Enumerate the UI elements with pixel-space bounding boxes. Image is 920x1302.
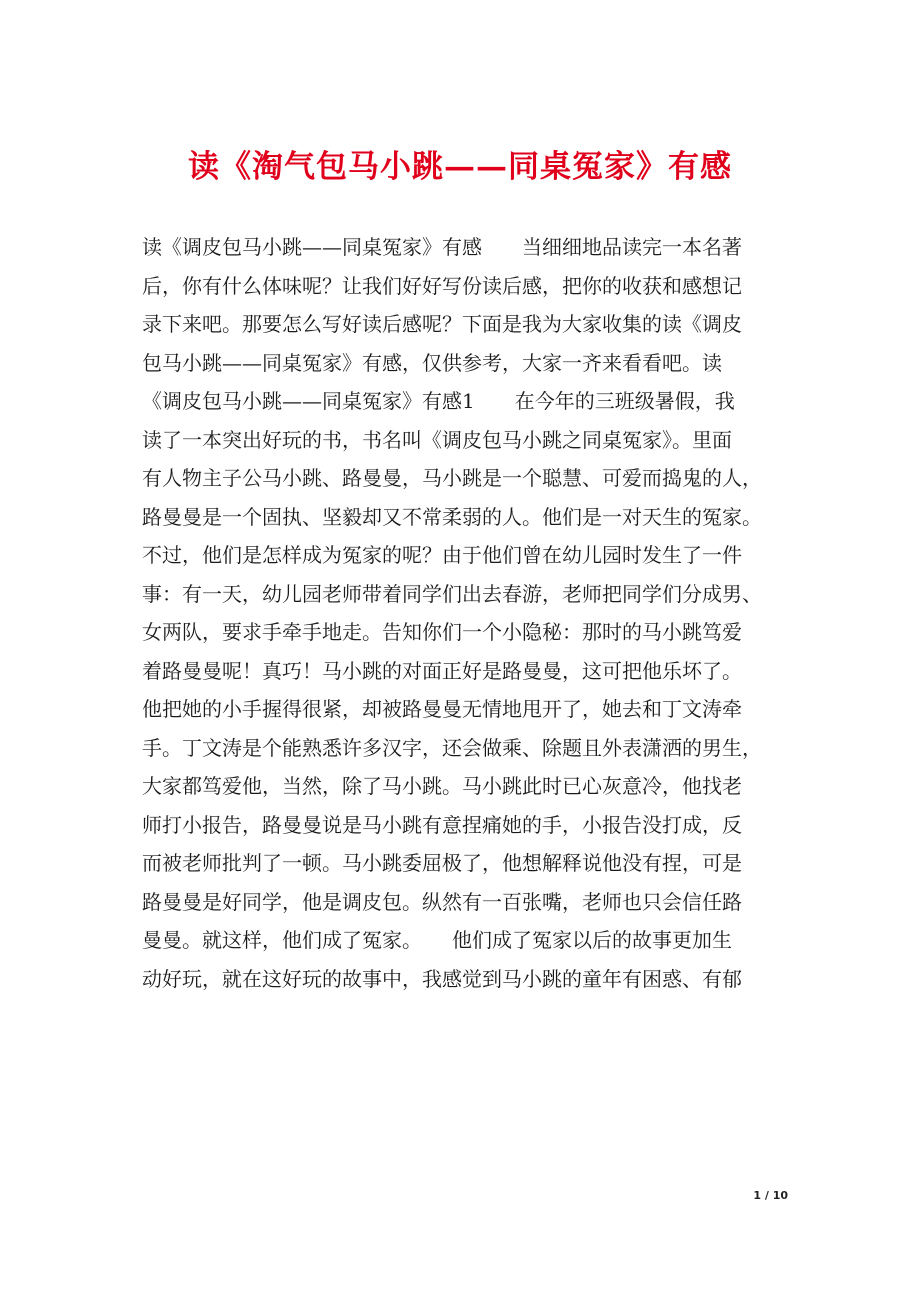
body-line: 读了一本突出好玩的书，书名叫《调皮包马小跳之同桌冤家》。里面: [142, 427, 732, 452]
body-line: 事：有一天，幼儿园老师带着同学们出去春游，老师把同学们分成男、: [142, 581, 762, 606]
body-line: 他把她的小手握得很紧，却被路曼曼无情地甩开了，她去和丁文涛牵: [142, 697, 742, 721]
body-line: 路曼曼是一个固执、坚毅却又不常柔弱的人。他们是一对天生的冤家。: [142, 504, 762, 529]
body-line: 女两队，要求手牵手地走。告知你们一个小隐秘：那时的马小跳笃爱: [142, 620, 742, 644]
body-line: 后，你有什么体味呢？让我们好好写份读后感，把你的收获和感想记: [142, 273, 742, 298]
body-line: 师打小报告，路曼曼说是马小跳有意捏痛她的手，小报告没打成，反: [142, 812, 742, 837]
document-title: 读《淘气包马小跳——同桌冤家》有感: [188, 149, 732, 185]
body-line: 大家都笃爱他，当然，除了马小跳。马小跳此时已心灰意冷，他找老: [142, 774, 742, 798]
body-line: 读《调皮包马小跳——同桌冤家》有感 当细细地品读完一本名著: [142, 235, 742, 259]
document-body: [142, 228, 792, 998]
body-line: 而被老师批判了一顿。马小跳委屈极了，他想解释说他没有捏，可是: [142, 851, 742, 875]
body-line: 路曼曼是好同学，他是调皮包。纵然有一百张嘴，老师也只会信任路: [142, 889, 742, 914]
body-line: 录下来吧。那要怎么写好读后感呢？下面是我为大家收集的读《调皮: [142, 312, 742, 336]
body-line: 不过，他们是怎样成为冤家的呢？由于他们曾在幼儿园时发生了一件: [142, 543, 742, 567]
body-line: 动好玩，就在这好玩的故事中，我感觉到马小跳的童年有困惑、有郁: [142, 966, 742, 991]
body-line: 有人物主子公马小跳、路曼曼，马小跳是一个聪慧、可爱而捣鬼的人，: [142, 466, 762, 490]
body-line: 包马小跳——同桌冤家》有感，仅供参考，大家一齐来看看吧。读: [142, 350, 722, 375]
body-line: 曼曼。就这样，他们成了冤家。 他们成了冤家以后的故事更加生: [142, 928, 732, 952]
body-line: 手。丁文涛是个能熟悉许多汉字，还会做乘、除题且外表潇洒的男生，: [142, 735, 762, 760]
body-line: 《调皮包马小跳——同桌冤家》有感1 在今年的三班级暑假，我: [142, 389, 735, 413]
page-number: 1 / 10: [753, 1189, 788, 1202]
body-line: 着路曼曼呢！真巧！马小跳的对面正好是路曼曼，这可把他乐坏了。: [142, 658, 742, 683]
